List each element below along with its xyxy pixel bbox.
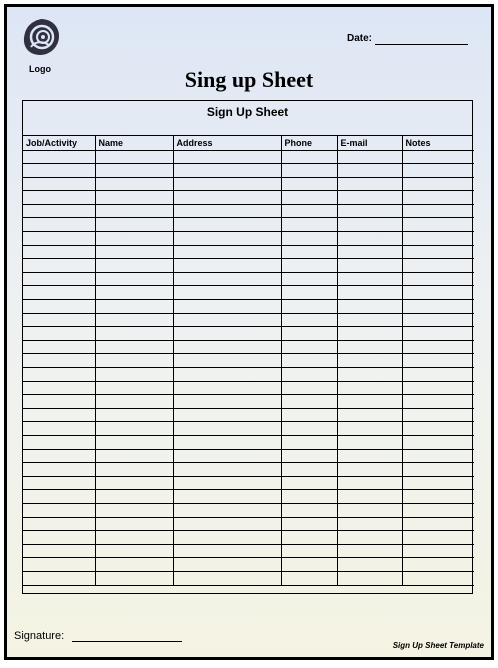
table-cell[interactable] xyxy=(173,259,281,273)
table-cell[interactable] xyxy=(337,204,402,218)
table-cell[interactable] xyxy=(173,286,281,300)
table-cell[interactable] xyxy=(337,449,402,463)
table-cell[interactable] xyxy=(95,272,173,286)
table-cell[interactable] xyxy=(23,218,95,232)
table-cell[interactable] xyxy=(23,558,95,572)
table-cell[interactable] xyxy=(173,327,281,341)
column-header-phone: Phone xyxy=(281,136,337,150)
date-field[interactable] xyxy=(375,44,468,45)
table-cell[interactable] xyxy=(402,245,474,259)
table-cell[interactable] xyxy=(173,544,281,558)
table-cell[interactable] xyxy=(402,340,474,354)
table-row xyxy=(23,531,474,545)
table-cell[interactable] xyxy=(23,531,95,545)
table-cell[interactable] xyxy=(402,490,474,504)
table-row xyxy=(23,517,474,531)
table-cell[interactable] xyxy=(173,272,281,286)
table-cell[interactable] xyxy=(402,164,474,178)
table-cell[interactable] xyxy=(95,327,173,341)
table-cell[interactable] xyxy=(173,232,281,246)
table-cell[interactable] xyxy=(173,245,281,259)
table-cell[interactable] xyxy=(337,558,402,572)
table-cell[interactable] xyxy=(337,340,402,354)
table-cell[interactable] xyxy=(95,435,173,449)
table-cell[interactable] xyxy=(23,422,95,436)
table-cell[interactable] xyxy=(337,354,402,368)
table-cell[interactable] xyxy=(281,544,337,558)
table-cell[interactable] xyxy=(337,503,402,517)
rose-icon xyxy=(21,17,61,57)
table-cell[interactable] xyxy=(23,150,95,164)
table-cell[interactable] xyxy=(173,490,281,504)
table-cell[interactable] xyxy=(337,286,402,300)
table-cell[interactable] xyxy=(337,517,402,531)
table-cell[interactable] xyxy=(281,191,337,205)
table-cell[interactable] xyxy=(173,531,281,545)
table-cell[interactable] xyxy=(281,490,337,504)
table-cell[interactable] xyxy=(402,204,474,218)
table-cell[interactable] xyxy=(281,164,337,178)
table-cell[interactable] xyxy=(337,327,402,341)
table-cell[interactable] xyxy=(173,422,281,436)
table-cell[interactable] xyxy=(23,300,95,314)
table-cell[interactable] xyxy=(95,245,173,259)
table-row xyxy=(23,490,474,504)
table-cell[interactable] xyxy=(402,232,474,246)
table-cell[interactable] xyxy=(281,503,337,517)
table-cell[interactable] xyxy=(402,313,474,327)
table-cell[interactable] xyxy=(173,503,281,517)
table-cell[interactable] xyxy=(173,150,281,164)
table-row xyxy=(23,245,474,259)
table-cell[interactable] xyxy=(23,395,95,409)
column-header-email: E-mail xyxy=(337,136,402,150)
table-row xyxy=(23,354,474,368)
table-cell[interactable] xyxy=(281,340,337,354)
table-cell[interactable] xyxy=(337,300,402,314)
column-header-notes: Notes xyxy=(402,136,474,150)
table-row xyxy=(23,435,474,449)
table-cell[interactable] xyxy=(337,571,402,585)
table-header-row xyxy=(23,136,474,150)
table-cell[interactable] xyxy=(95,340,173,354)
table-cell[interactable] xyxy=(337,164,402,178)
table-cell[interactable] xyxy=(23,177,95,191)
table-cell[interactable] xyxy=(402,476,474,490)
table-row xyxy=(23,150,474,164)
table-cell[interactable] xyxy=(281,449,337,463)
table-body xyxy=(23,150,474,585)
table-cell[interactable] xyxy=(23,245,95,259)
table-cell[interactable] xyxy=(281,327,337,341)
date-label: Date: xyxy=(347,33,373,44)
table-cell[interactable] xyxy=(337,177,402,191)
table-cell[interactable] xyxy=(173,300,281,314)
table-cell[interactable] xyxy=(281,177,337,191)
table-cell[interactable] xyxy=(173,177,281,191)
table-cell[interactable] xyxy=(23,503,95,517)
table-row xyxy=(23,191,474,205)
table-cell[interactable] xyxy=(337,368,402,382)
signup-table xyxy=(23,136,474,586)
table-cell[interactable] xyxy=(281,232,337,246)
table-cell[interactable] xyxy=(95,313,173,327)
table-row xyxy=(23,177,474,191)
table-cell[interactable] xyxy=(173,381,281,395)
table-cell[interactable] xyxy=(95,191,173,205)
table-cell[interactable] xyxy=(337,232,402,246)
table-cell[interactable] xyxy=(402,435,474,449)
table-cell[interactable] xyxy=(173,571,281,585)
table-cell[interactable] xyxy=(95,558,173,572)
table-row xyxy=(23,544,474,558)
table-cell[interactable] xyxy=(95,381,173,395)
table-cell[interactable] xyxy=(337,490,402,504)
table-row xyxy=(23,571,474,585)
table-cell[interactable] xyxy=(173,476,281,490)
table-cell[interactable] xyxy=(337,395,402,409)
table-cell[interactable] xyxy=(337,272,402,286)
table-cell[interactable] xyxy=(173,408,281,422)
table-cell[interactable] xyxy=(95,164,173,178)
table-cell[interactable] xyxy=(281,313,337,327)
table-cell[interactable] xyxy=(402,272,474,286)
table-row xyxy=(23,272,474,286)
table-cell[interactable] xyxy=(337,476,402,490)
table-cell[interactable] xyxy=(402,571,474,585)
table-cell[interactable] xyxy=(337,245,402,259)
table-cell[interactable] xyxy=(281,395,337,409)
logo-label: Logo xyxy=(29,64,51,74)
table-row xyxy=(23,327,474,341)
table-cell[interactable] xyxy=(281,381,337,395)
table-cell[interactable] xyxy=(337,408,402,422)
table-row xyxy=(23,395,474,409)
table-cell[interactable] xyxy=(23,449,95,463)
table-cell[interactable] xyxy=(281,531,337,545)
table-cell[interactable] xyxy=(23,164,95,178)
table-cell[interactable] xyxy=(95,218,173,232)
table-cell[interactable] xyxy=(402,150,474,164)
table-cell[interactable] xyxy=(402,544,474,558)
table-cell[interactable] xyxy=(173,368,281,382)
table-cell[interactable] xyxy=(337,531,402,545)
table-cell[interactable] xyxy=(402,531,474,545)
table-cell[interactable] xyxy=(95,503,173,517)
table-cell[interactable] xyxy=(23,340,95,354)
table-cell[interactable] xyxy=(402,327,474,341)
table-row xyxy=(23,164,474,178)
table-cell[interactable] xyxy=(23,204,95,218)
table-cell[interactable] xyxy=(281,245,337,259)
table-row xyxy=(23,422,474,436)
table-cell[interactable] xyxy=(23,354,95,368)
table-cell[interactable] xyxy=(23,191,95,205)
table-cell[interactable] xyxy=(95,408,173,422)
table-cell[interactable] xyxy=(281,218,337,232)
table-cell[interactable] xyxy=(281,272,337,286)
table-cell[interactable] xyxy=(337,150,402,164)
table-cell[interactable] xyxy=(173,449,281,463)
table-cell[interactable] xyxy=(95,368,173,382)
table-cell[interactable] xyxy=(281,463,337,477)
table-cell[interactable] xyxy=(95,204,173,218)
table-cell[interactable] xyxy=(173,313,281,327)
table-cell[interactable] xyxy=(402,300,474,314)
table-cell[interactable] xyxy=(173,558,281,572)
table-cell[interactable] xyxy=(337,435,402,449)
table-title: Sign Up Sheet xyxy=(23,101,472,136)
table-cell[interactable] xyxy=(337,381,402,395)
table-cell[interactable] xyxy=(402,381,474,395)
table-cell[interactable] xyxy=(402,463,474,477)
table-cell[interactable] xyxy=(402,558,474,572)
table-cell[interactable] xyxy=(23,286,95,300)
table-cell[interactable] xyxy=(173,517,281,531)
table-cell[interactable] xyxy=(23,490,95,504)
document-frame xyxy=(4,4,494,660)
table-cell[interactable] xyxy=(281,571,337,585)
table-cell[interactable] xyxy=(281,204,337,218)
table-cell[interactable] xyxy=(402,177,474,191)
table-cell[interactable] xyxy=(402,286,474,300)
table-row xyxy=(23,368,474,382)
signup-table-box xyxy=(22,100,473,594)
table-cell[interactable] xyxy=(173,435,281,449)
table-cell[interactable] xyxy=(402,503,474,517)
table-row xyxy=(23,300,474,314)
table-cell[interactable] xyxy=(281,300,337,314)
table-cell[interactable] xyxy=(23,381,95,395)
table-cell[interactable] xyxy=(95,531,173,545)
table-cell[interactable] xyxy=(173,218,281,232)
table-cell[interactable] xyxy=(281,286,337,300)
table-row xyxy=(23,476,474,490)
table-cell[interactable] xyxy=(95,422,173,436)
table-cell[interactable] xyxy=(281,517,337,531)
table-cell[interactable] xyxy=(402,191,474,205)
table-cell[interactable] xyxy=(23,327,95,341)
table-cell[interactable] xyxy=(402,259,474,273)
table-cell[interactable] xyxy=(95,490,173,504)
table-cell[interactable] xyxy=(173,191,281,205)
table-cell[interactable] xyxy=(337,218,402,232)
table-cell[interactable] xyxy=(95,544,173,558)
table-cell[interactable] xyxy=(23,259,95,273)
table-cell[interactable] xyxy=(95,449,173,463)
table-row xyxy=(23,259,474,273)
table-cell[interactable] xyxy=(337,422,402,436)
table-row xyxy=(23,463,474,477)
table-cell[interactable] xyxy=(281,259,337,273)
table-cell[interactable] xyxy=(173,354,281,368)
table-row xyxy=(23,558,474,572)
table-cell[interactable] xyxy=(95,476,173,490)
table-cell[interactable] xyxy=(173,463,281,477)
table-cell[interactable] xyxy=(95,354,173,368)
table-cell[interactable] xyxy=(23,517,95,531)
table-cell[interactable] xyxy=(95,232,173,246)
table-cell[interactable] xyxy=(402,218,474,232)
table-row xyxy=(23,449,474,463)
column-header-job-activity: Job/Activity xyxy=(23,136,95,150)
table-cell[interactable] xyxy=(23,476,95,490)
table-cell[interactable] xyxy=(281,354,337,368)
table-cell[interactable] xyxy=(23,544,95,558)
table-row xyxy=(23,381,474,395)
table-cell[interactable] xyxy=(281,422,337,436)
table-cell[interactable] xyxy=(95,259,173,273)
table-cell[interactable] xyxy=(173,204,281,218)
table-row xyxy=(23,408,474,422)
table-cell[interactable] xyxy=(23,435,95,449)
table-row xyxy=(23,503,474,517)
table-cell[interactable] xyxy=(23,232,95,246)
footer-caption: Sign Up Sheet Template xyxy=(392,641,484,650)
table-row xyxy=(23,204,474,218)
table-cell[interactable] xyxy=(23,313,95,327)
table-cell[interactable] xyxy=(23,571,95,585)
table-cell[interactable] xyxy=(402,395,474,409)
table-row xyxy=(23,340,474,354)
signature-label: Signature: xyxy=(14,630,65,642)
table-row xyxy=(23,313,474,327)
table-cell[interactable] xyxy=(281,150,337,164)
table-cell[interactable] xyxy=(23,368,95,382)
column-header-address: Address xyxy=(173,136,281,150)
table-cell[interactable] xyxy=(23,272,95,286)
table-cell[interactable] xyxy=(95,150,173,164)
table-cell[interactable] xyxy=(173,164,281,178)
page-title: Sing up Sheet xyxy=(184,67,314,92)
table-cell[interactable] xyxy=(281,476,337,490)
table-cell[interactable] xyxy=(173,340,281,354)
table-cell[interactable] xyxy=(173,395,281,409)
table-cell[interactable] xyxy=(402,422,474,436)
table-cell[interactable] xyxy=(337,313,402,327)
table-cell[interactable] xyxy=(95,463,173,477)
table-cell[interactable] xyxy=(23,463,95,477)
table-cell[interactable] xyxy=(95,517,173,531)
table-cell[interactable] xyxy=(95,286,173,300)
table-cell[interactable] xyxy=(281,435,337,449)
column-header-name: Name xyxy=(95,136,173,150)
table-cell[interactable] xyxy=(95,177,173,191)
table-cell[interactable] xyxy=(281,408,337,422)
table-cell[interactable] xyxy=(95,395,173,409)
table-cell[interactable] xyxy=(281,558,337,572)
table-cell[interactable] xyxy=(402,449,474,463)
table-cell[interactable] xyxy=(23,408,95,422)
table-row xyxy=(23,232,474,246)
table-cell[interactable] xyxy=(337,191,402,205)
table-cell[interactable] xyxy=(402,517,474,531)
table-row xyxy=(23,218,474,232)
table-cell[interactable] xyxy=(337,463,402,477)
table-cell[interactable] xyxy=(402,354,474,368)
table-cell[interactable] xyxy=(337,544,402,558)
table-cell[interactable] xyxy=(95,300,173,314)
table-cell[interactable] xyxy=(337,259,402,273)
signature-field[interactable] xyxy=(72,641,182,642)
table-row xyxy=(23,286,474,300)
table-cell[interactable] xyxy=(281,368,337,382)
table-cell[interactable] xyxy=(402,408,474,422)
table-cell[interactable] xyxy=(95,571,173,585)
table-cell[interactable] xyxy=(402,368,474,382)
